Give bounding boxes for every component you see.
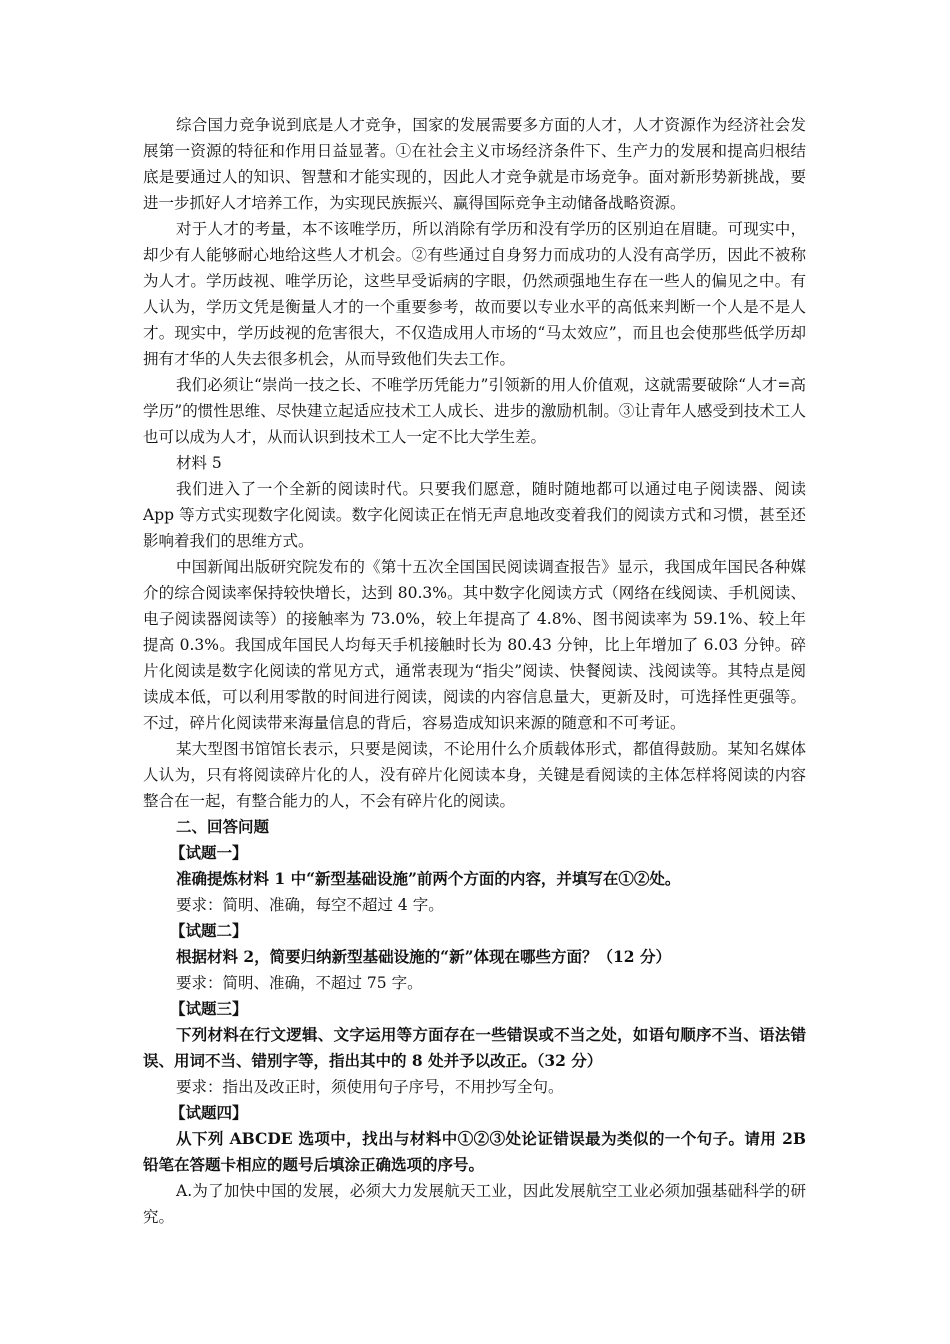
question-3-text: 下列材料在行文逻辑、文字运用等方面存在一些错误或不当之处，如语句顺序不当、语法错误、用词不当、错别字等，指出其中的 8 处并予以改正。（32 分） — [143, 1025, 806, 1070]
paragraph-reading-survey: 中国新闻出版研究院发布的《第十五次全国国民阅读调查报告》显示，我国成年国民各种媒介的综合阅读率保持较快增长，达到 80.3%。其中数字化阅读方式（网络在线阅读、手机阅读、电子阅读器阅读等）的接触率为 73.0%，较上年提高了 4.8%、图书阅读率为 59.1%、较上年提高 0.3%。我国成年国民人均每天手机接触时长为 80.43 分钟，比上年增加了 6.03 分钟。碎片化阅读是数字化阅读的常见方式，通常表现为“指尖”阅读、快餐阅读、浅阅读等。其特点是阅读成本低，可以利用零散的时间进行阅读，阅读的内容信息量大，更新及时，可选择性更强等。不过，碎片化阅读带来海量信息的背后，容易造成知识来源的随意和不可考证。 — [143, 558, 806, 732]
material-5-label: 材料 5 — [176, 454, 222, 472]
question-3-requirement: 要求：指出及改正时，须使用句子序号，不用抄写全句。 — [176, 1078, 564, 1096]
paragraph-library-opinion: 某大型图书馆馆长表示，只要是阅读，不论用什么介质载体形式，都值得鼓励。某知名媒体人认为，只有将阅读碎片化的人，没有碎片化阅读本身，关键是看阅读的主体怎样将阅读的内容整合在一起，有整合能力的人，不会有碎片化的阅读。 — [143, 740, 806, 810]
question-1-requirement: 要求：简明、准确，每空不超过 4 字。 — [176, 896, 444, 914]
question-4-text: 从下列 ABCDE 选项中，找出与材料中①②③处论证错误最为类似的一个句子。请用 2B 铅笔在答题卡相应的题号后填涂正确选项的序号。 — [143, 1129, 806, 1174]
section-title: 二、回答问题 — [176, 817, 270, 836]
question-4-option-a: A.为了加快中国的发展，必须大力发展航天工业，因此发展航空工业必须加强基础科学的研究。 — [143, 1182, 806, 1226]
question-2-title: 【试题二】 — [170, 921, 248, 940]
document-page — [143, 112, 806, 1230]
question-2-text: 根据材料 2，简要归纳新型基础设施的“新”体现在哪些方面？（12 分） — [176, 947, 671, 966]
paragraph-talent-evaluation: 对于人才的考量，本不该唯学历，所以消除有学历和没有学历的区别迫在眉睫。可现实中，却少有人能够耐心地给这些人才机会。②有些通过自身努力而成功的人没有高学历，因此不被称为人才。学历歧视、唯学历论，这些早受诟病的字眼，仍然顽强地生存在一些人的偏见之中。有人认为，学历文凭是衡量人才的一个重要参考，故而要以专业水平的高低来判断一个人是不是人才。现实中，学历歧视的危害很大，不仅造成用人市场的“马太效应”，而且也会使那些低学历却拥有才华的人失去很多机会，从而导致他们失去工作。 — [143, 220, 806, 368]
question-1-text: 准确提炼材料 1 中“新型基础设施”前两个方面的内容，并填写在①②处。 — [176, 869, 681, 888]
question-1-title: 【试题一】 — [170, 843, 248, 862]
question-2-requirement: 要求：简明、准确，不超过 75 字。 — [176, 974, 423, 992]
paragraph-digital-reading: 我们进入了一个全新的阅读时代。只要我们愿意，随时随地都可以通过电子阅读器、阅读 App 等方式实现数字化阅读。数字化阅读正在悄无声息地改变着我们的阅读方式和习惯，甚至还影响着我们的思维方式。 — [143, 480, 806, 550]
paragraph-technical-workers: 我们必须让“崇尚一技之长、不唯学历凭能力”引领新的用人价值观，这就需要破除“人才=高学历”的惯性思维、尽快建立起适应技术工人成长、进步的激励机制。③让青年人感受到技术工人也可以成为人才，从而认识到技术工人一定不比大学生差。 — [143, 376, 806, 446]
paragraph-talent-competition: 综合国力竞争说到底是人才竞争，国家的发展需要多方面的人才，人才资源作为经济社会发展第一资源的特征和作用日益显著。①在社会主义市场经济条件下、生产力的发展和提高归根结底是要通过人的知识、智慧和才能实现的，因此人才竞争就是市场竞争。面对新形势新挑战，要进一步抓好人才培养工作，为实现民族振兴、赢得国际竞争主动储备战略资源。 — [143, 116, 806, 212]
question-3-title: 【试题三】 — [170, 999, 248, 1018]
question-4-title: 【试题四】 — [170, 1103, 248, 1122]
